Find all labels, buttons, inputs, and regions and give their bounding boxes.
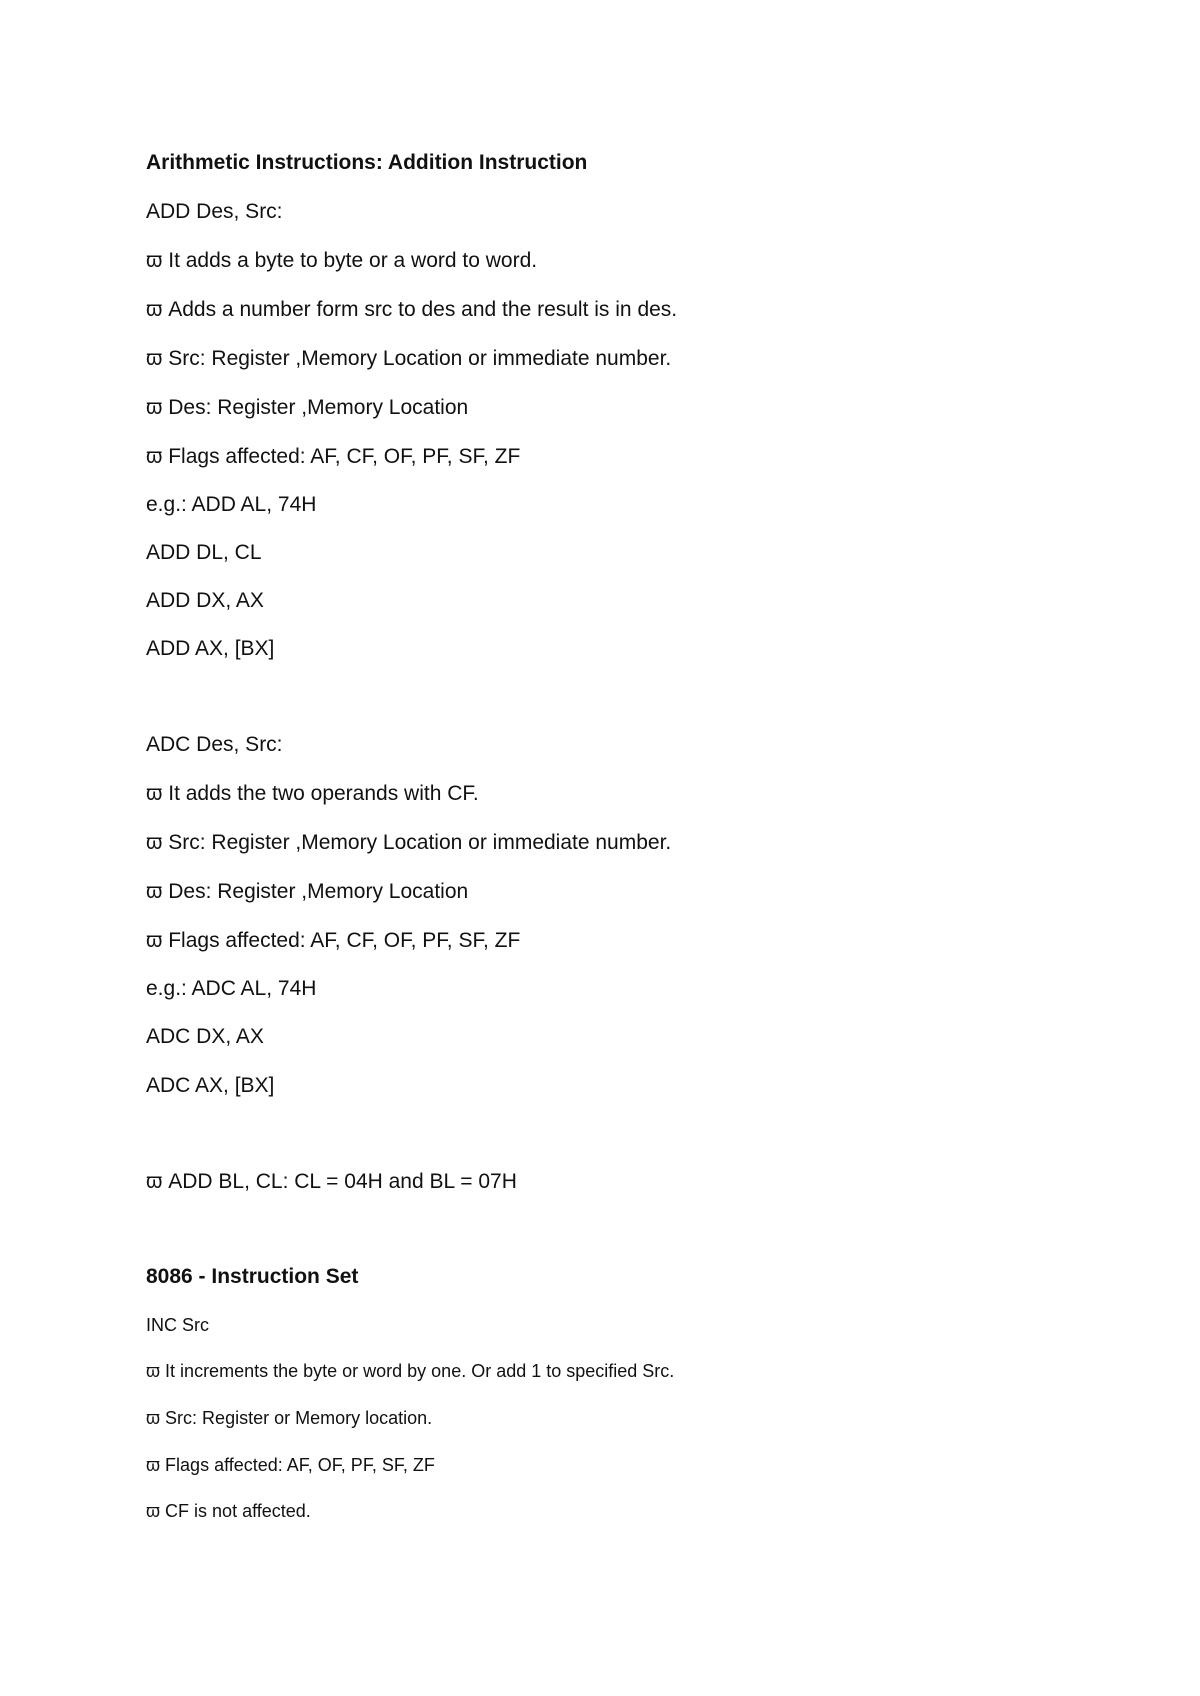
add-note: ϖ ADD BL, CL: CL = 04H and BL = 07H — [146, 1170, 517, 1193]
adc-example-3: ADC AX, [BX] — [146, 1074, 275, 1097]
add-bullet-3: ϖ Src: Register ,Memory Location or immediate number. — [146, 347, 672, 370]
adc-bullet-2: ϖ Src: Register ,Memory Location or immediate number. — [146, 831, 672, 854]
instruction-set-heading: 8086 - Instruction Set — [146, 1265, 359, 1288]
inc-bullet-3: ϖ Flags affected: AF, OF, PF, SF, ZF — [146, 1455, 435, 1475]
adc-bullet-3: ϖ Des: Register ,Memory Location — [146, 880, 469, 903]
adc-bullet-4: ϖ Flags affected: AF, CF, OF, PF, SF, ZF — [146, 929, 521, 952]
inc-bullet-4: ϖ CF is not affected. — [146, 1501, 311, 1521]
add-bullet-4: ϖ Des: Register ,Memory Location — [146, 396, 469, 419]
add-example-4: ADD AX, [BX] — [146, 637, 275, 660]
adc-example-2: ADC DX, AX — [146, 1025, 264, 1048]
inc-bullet-2: ϖ Src: Register or Memory location. — [146, 1408, 433, 1428]
add-bullet-5: ϖ Flags affected: AF, CF, OF, PF, SF, ZF — [146, 445, 521, 468]
adc-example-1: e.g.: ADC AL, 74H — [146, 977, 317, 1000]
adc-heading: ADC Des, Src: — [146, 733, 283, 756]
inc-bullet-1: ϖ It increments the byte or word by one. Or add 1 to specified Src. — [146, 1361, 675, 1381]
adc-bullet-1: ϖ It adds the two operands with CF. — [146, 782, 479, 805]
add-bullet-2: ϖ Adds a number form src to des and the result is in des. — [146, 298, 678, 321]
add-heading: ADD Des, Src: — [146, 200, 283, 223]
add-example-2: ADD DL, CL — [146, 541, 262, 564]
inc-heading: INC Src — [146, 1315, 209, 1335]
add-bullet-1: ϖ It adds a byte to byte or a word to word. — [146, 249, 538, 272]
add-example-1: e.g.: ADD AL, 74H — [146, 493, 317, 516]
page-title: Arithmetic Instructions: Addition Instruction — [146, 151, 588, 174]
add-example-3: ADD DX, AX — [146, 589, 264, 612]
